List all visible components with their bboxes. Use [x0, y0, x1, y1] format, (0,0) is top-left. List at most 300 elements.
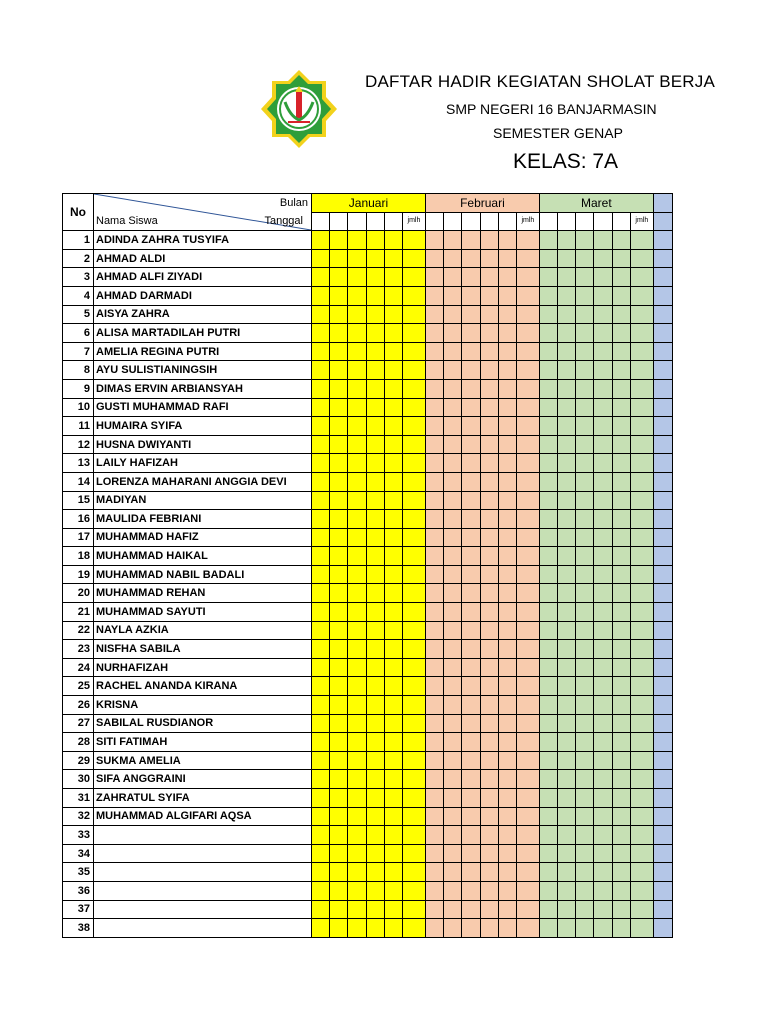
attendance-cell[interactable]: [612, 919, 630, 938]
attendance-cell[interactable]: [384, 714, 402, 733]
attendance-cell[interactable]: [384, 863, 402, 882]
attendance-cell[interactable]: [558, 770, 576, 789]
attendance-cell[interactable]: [330, 733, 348, 752]
total-cell[interactable]: [516, 305, 539, 324]
attendance-cell[interactable]: [653, 807, 672, 826]
attendance-cell[interactable]: [366, 472, 384, 491]
attendance-cell[interactable]: [594, 510, 612, 529]
attendance-cell[interactable]: [594, 231, 612, 250]
total-cell[interactable]: [516, 417, 539, 436]
attendance-cell[interactable]: [653, 510, 672, 529]
total-cell[interactable]: [630, 789, 653, 808]
attendance-cell[interactable]: [366, 454, 384, 473]
attendance-cell[interactable]: [653, 696, 672, 715]
attendance-cell[interactable]: [348, 919, 366, 938]
attendance-cell[interactable]: [348, 658, 366, 677]
total-cell[interactable]: [402, 528, 425, 547]
attendance-cell[interactable]: [480, 231, 498, 250]
attendance-cell[interactable]: [498, 435, 516, 454]
total-cell[interactable]: [516, 379, 539, 398]
total-cell[interactable]: [630, 733, 653, 752]
attendance-cell[interactable]: [462, 807, 480, 826]
attendance-cell[interactable]: [576, 305, 594, 324]
attendance-cell[interactable]: [480, 881, 498, 900]
total-cell[interactable]: [630, 603, 653, 622]
attendance-cell[interactable]: [653, 305, 672, 324]
attendance-cell[interactable]: [425, 324, 443, 343]
attendance-cell[interactable]: [558, 789, 576, 808]
attendance-cell[interactable]: [480, 398, 498, 417]
date-cell[interactable]: [366, 212, 384, 231]
attendance-cell[interactable]: [498, 603, 516, 622]
attendance-cell[interactable]: [480, 640, 498, 659]
attendance-cell[interactable]: [444, 826, 462, 845]
attendance-cell[interactable]: [444, 528, 462, 547]
total-cell[interactable]: [516, 863, 539, 882]
attendance-cell[interactable]: [653, 640, 672, 659]
attendance-cell[interactable]: [348, 881, 366, 900]
attendance-cell[interactable]: [576, 379, 594, 398]
attendance-cell[interactable]: [576, 751, 594, 770]
attendance-cell[interactable]: [312, 510, 330, 529]
attendance-cell[interactable]: [425, 881, 443, 900]
attendance-cell[interactable]: [384, 844, 402, 863]
attendance-cell[interactable]: [462, 565, 480, 584]
total-cell[interactable]: [516, 733, 539, 752]
total-cell[interactable]: [630, 900, 653, 919]
attendance-cell[interactable]: [480, 249, 498, 268]
attendance-cell[interactable]: [539, 733, 557, 752]
attendance-cell[interactable]: [348, 454, 366, 473]
attendance-cell[interactable]: [366, 286, 384, 305]
attendance-cell[interactable]: [558, 324, 576, 343]
attendance-cell[interactable]: [444, 807, 462, 826]
attendance-cell[interactable]: [498, 547, 516, 566]
total-cell[interactable]: [630, 510, 653, 529]
attendance-cell[interactable]: [594, 454, 612, 473]
attendance-cell[interactable]: [348, 528, 366, 547]
attendance-cell[interactable]: [594, 696, 612, 715]
attendance-cell[interactable]: [348, 231, 366, 250]
attendance-cell[interactable]: [558, 398, 576, 417]
attendance-cell[interactable]: [384, 584, 402, 603]
attendance-cell[interactable]: [330, 770, 348, 789]
attendance-cell[interactable]: [425, 863, 443, 882]
attendance-cell[interactable]: [480, 696, 498, 715]
attendance-cell[interactable]: [539, 342, 557, 361]
attendance-cell[interactable]: [594, 770, 612, 789]
total-cell[interactable]: [402, 286, 425, 305]
total-cell[interactable]: [516, 528, 539, 547]
attendance-cell[interactable]: [653, 658, 672, 677]
attendance-cell[interactable]: [384, 603, 402, 622]
attendance-cell[interactable]: [558, 565, 576, 584]
attendance-cell[interactable]: [384, 565, 402, 584]
total-cell[interactable]: [630, 584, 653, 603]
attendance-cell[interactable]: [444, 844, 462, 863]
attendance-cell[interactable]: [425, 342, 443, 361]
attendance-cell[interactable]: [312, 491, 330, 510]
total-cell[interactable]: [630, 658, 653, 677]
total-cell[interactable]: [516, 807, 539, 826]
attendance-cell[interactable]: [594, 844, 612, 863]
attendance-cell[interactable]: [612, 361, 630, 380]
attendance-cell[interactable]: [612, 547, 630, 566]
attendance-cell[interactable]: [384, 640, 402, 659]
attendance-cell[interactable]: [366, 417, 384, 436]
attendance-cell[interactable]: [330, 789, 348, 808]
total-cell[interactable]: [402, 900, 425, 919]
attendance-cell[interactable]: [653, 249, 672, 268]
total-cell[interactable]: [630, 379, 653, 398]
attendance-cell[interactable]: [425, 398, 443, 417]
attendance-cell[interactable]: [330, 863, 348, 882]
attendance-cell[interactable]: [539, 417, 557, 436]
attendance-cell[interactable]: [312, 751, 330, 770]
attendance-cell[interactable]: [653, 844, 672, 863]
total-cell[interactable]: [402, 435, 425, 454]
attendance-cell[interactable]: [366, 491, 384, 510]
attendance-cell[interactable]: [498, 807, 516, 826]
attendance-cell[interactable]: [462, 454, 480, 473]
date-cell[interactable]: [653, 212, 672, 231]
attendance-cell[interactable]: [330, 919, 348, 938]
attendance-cell[interactable]: [312, 658, 330, 677]
attendance-cell[interactable]: [348, 472, 366, 491]
attendance-cell[interactable]: [444, 565, 462, 584]
attendance-cell[interactable]: [594, 658, 612, 677]
attendance-cell[interactable]: [348, 547, 366, 566]
attendance-cell[interactable]: [594, 472, 612, 491]
total-cell[interactable]: [516, 751, 539, 770]
attendance-cell[interactable]: [653, 379, 672, 398]
total-cell[interactable]: [402, 658, 425, 677]
total-cell[interactable]: [630, 751, 653, 770]
attendance-cell[interactable]: [425, 677, 443, 696]
attendance-cell[interactable]: [558, 863, 576, 882]
attendance-cell[interactable]: [330, 305, 348, 324]
total-cell[interactable]: [516, 714, 539, 733]
attendance-cell[interactable]: [480, 379, 498, 398]
total-cell[interactable]: [402, 565, 425, 584]
attendance-cell[interactable]: [312, 324, 330, 343]
total-cell[interactable]: [402, 881, 425, 900]
attendance-cell[interactable]: [348, 751, 366, 770]
attendance-cell[interactable]: [366, 621, 384, 640]
date-cell[interactable]: [462, 212, 480, 231]
total-cell[interactable]: [630, 621, 653, 640]
attendance-cell[interactable]: [366, 919, 384, 938]
attendance-cell[interactable]: [312, 640, 330, 659]
attendance-cell[interactable]: [480, 900, 498, 919]
attendance-cell[interactable]: [444, 603, 462, 622]
attendance-cell[interactable]: [480, 565, 498, 584]
total-cell[interactable]: [630, 454, 653, 473]
attendance-cell[interactable]: [425, 417, 443, 436]
attendance-cell[interactable]: [539, 826, 557, 845]
total-cell[interactable]: [516, 584, 539, 603]
total-cell[interactable]: [516, 770, 539, 789]
attendance-cell[interactable]: [480, 528, 498, 547]
attendance-cell[interactable]: [539, 547, 557, 566]
attendance-cell[interactable]: [348, 324, 366, 343]
attendance-cell[interactable]: [366, 249, 384, 268]
attendance-cell[interactable]: [462, 696, 480, 715]
attendance-cell[interactable]: [498, 770, 516, 789]
total-cell[interactable]: [516, 547, 539, 566]
attendance-cell[interactable]: [462, 640, 480, 659]
attendance-cell[interactable]: [539, 398, 557, 417]
attendance-cell[interactable]: [653, 342, 672, 361]
attendance-cell[interactable]: [462, 435, 480, 454]
attendance-cell[interactable]: [558, 844, 576, 863]
attendance-cell[interactable]: [444, 231, 462, 250]
total-cell[interactable]: [516, 435, 539, 454]
attendance-cell[interactable]: [444, 658, 462, 677]
attendance-cell[interactable]: [594, 584, 612, 603]
attendance-cell[interactable]: [558, 342, 576, 361]
attendance-cell[interactable]: [498, 286, 516, 305]
attendance-cell[interactable]: [653, 919, 672, 938]
attendance-cell[interactable]: [480, 268, 498, 287]
attendance-cell[interactable]: [462, 789, 480, 808]
attendance-cell[interactable]: [539, 714, 557, 733]
attendance-cell[interactable]: [330, 677, 348, 696]
date-cell[interactable]: [312, 212, 330, 231]
attendance-cell[interactable]: [576, 547, 594, 566]
attendance-cell[interactable]: [498, 733, 516, 752]
attendance-cell[interactable]: [612, 231, 630, 250]
attendance-cell[interactable]: [576, 231, 594, 250]
total-cell[interactable]: [516, 900, 539, 919]
attendance-cell[interactable]: [498, 565, 516, 584]
attendance-cell[interactable]: [539, 603, 557, 622]
attendance-cell[interactable]: [462, 751, 480, 770]
attendance-cell[interactable]: [462, 324, 480, 343]
attendance-cell[interactable]: [366, 379, 384, 398]
attendance-cell[interactable]: [498, 454, 516, 473]
attendance-cell[interactable]: [444, 286, 462, 305]
attendance-cell[interactable]: [384, 417, 402, 436]
attendance-cell[interactable]: [558, 919, 576, 938]
attendance-cell[interactable]: [558, 510, 576, 529]
attendance-cell[interactable]: [366, 733, 384, 752]
total-cell[interactable]: [402, 826, 425, 845]
attendance-cell[interactable]: [366, 324, 384, 343]
date-cell[interactable]: [594, 212, 612, 231]
attendance-cell[interactable]: [594, 807, 612, 826]
attendance-cell[interactable]: [539, 621, 557, 640]
attendance-cell[interactable]: [498, 398, 516, 417]
attendance-cell[interactable]: [480, 454, 498, 473]
attendance-cell[interactable]: [576, 510, 594, 529]
attendance-cell[interactable]: [312, 305, 330, 324]
attendance-cell[interactable]: [425, 305, 443, 324]
attendance-cell[interactable]: [444, 789, 462, 808]
attendance-cell[interactable]: [539, 919, 557, 938]
attendance-cell[interactable]: [594, 826, 612, 845]
date-cell[interactable]: [612, 212, 630, 231]
attendance-cell[interactable]: [498, 231, 516, 250]
attendance-cell[interactable]: [480, 789, 498, 808]
attendance-cell[interactable]: [312, 863, 330, 882]
attendance-cell[interactable]: [576, 844, 594, 863]
attendance-cell[interactable]: [576, 770, 594, 789]
attendance-cell[interactable]: [539, 510, 557, 529]
total-cell[interactable]: [516, 696, 539, 715]
attendance-cell[interactable]: [348, 621, 366, 640]
total-cell[interactable]: [402, 696, 425, 715]
attendance-cell[interactable]: [653, 863, 672, 882]
attendance-cell[interactable]: [612, 472, 630, 491]
total-cell[interactable]: [402, 677, 425, 696]
attendance-cell[interactable]: [594, 286, 612, 305]
attendance-cell[interactable]: [558, 881, 576, 900]
attendance-cell[interactable]: [612, 454, 630, 473]
attendance-cell[interactable]: [330, 491, 348, 510]
attendance-cell[interactable]: [462, 770, 480, 789]
attendance-cell[interactable]: [612, 584, 630, 603]
attendance-cell[interactable]: [558, 640, 576, 659]
attendance-cell[interactable]: [330, 435, 348, 454]
attendance-cell[interactable]: [384, 435, 402, 454]
attendance-cell[interactable]: [366, 677, 384, 696]
attendance-cell[interactable]: [558, 826, 576, 845]
date-cell[interactable]: [498, 212, 516, 231]
attendance-cell[interactable]: [576, 398, 594, 417]
attendance-cell[interactable]: [558, 751, 576, 770]
attendance-cell[interactable]: [498, 919, 516, 938]
attendance-cell[interactable]: [612, 807, 630, 826]
attendance-cell[interactable]: [312, 696, 330, 715]
attendance-cell[interactable]: [348, 379, 366, 398]
attendance-cell[interactable]: [480, 919, 498, 938]
attendance-cell[interactable]: [594, 398, 612, 417]
attendance-cell[interactable]: [594, 249, 612, 268]
total-cell[interactable]: [402, 863, 425, 882]
attendance-cell[interactable]: [612, 379, 630, 398]
attendance-cell[interactable]: [330, 547, 348, 566]
attendance-cell[interactable]: [384, 900, 402, 919]
total-cell[interactable]: [630, 305, 653, 324]
attendance-cell[interactable]: [498, 417, 516, 436]
attendance-cell[interactable]: [480, 342, 498, 361]
attendance-cell[interactable]: [312, 770, 330, 789]
attendance-cell[interactable]: [653, 547, 672, 566]
attendance-cell[interactable]: [384, 677, 402, 696]
attendance-cell[interactable]: [444, 417, 462, 436]
attendance-cell[interactable]: [330, 565, 348, 584]
attendance-cell[interactable]: [366, 789, 384, 808]
total-cell[interactable]: [630, 435, 653, 454]
attendance-cell[interactable]: [444, 733, 462, 752]
total-cell[interactable]: [630, 547, 653, 566]
attendance-cell[interactable]: [330, 342, 348, 361]
attendance-cell[interactable]: [576, 919, 594, 938]
attendance-cell[interactable]: [576, 584, 594, 603]
attendance-cell[interactable]: [462, 361, 480, 380]
attendance-cell[interactable]: [384, 547, 402, 566]
attendance-cell[interactable]: [462, 733, 480, 752]
attendance-cell[interactable]: [444, 919, 462, 938]
attendance-cell[interactable]: [425, 696, 443, 715]
total-cell[interactable]: [630, 472, 653, 491]
attendance-cell[interactable]: [330, 249, 348, 268]
total-cell[interactable]: [402, 751, 425, 770]
attendance-cell[interactable]: [558, 658, 576, 677]
date-cell[interactable]: [348, 212, 366, 231]
attendance-cell[interactable]: [594, 528, 612, 547]
attendance-cell[interactable]: [612, 491, 630, 510]
date-cell[interactable]: [425, 212, 443, 231]
attendance-cell[interactable]: [425, 621, 443, 640]
attendance-cell[interactable]: [653, 733, 672, 752]
attendance-cell[interactable]: [612, 342, 630, 361]
attendance-cell[interactable]: [612, 640, 630, 659]
attendance-cell[interactable]: [498, 268, 516, 287]
attendance-cell[interactable]: [576, 435, 594, 454]
date-cell[interactable]: [384, 212, 402, 231]
attendance-cell[interactable]: [348, 770, 366, 789]
attendance-cell[interactable]: [384, 305, 402, 324]
attendance-cell[interactable]: [594, 305, 612, 324]
total-cell[interactable]: [630, 807, 653, 826]
attendance-cell[interactable]: [612, 417, 630, 436]
attendance-cell[interactable]: [462, 379, 480, 398]
attendance-cell[interactable]: [594, 565, 612, 584]
attendance-cell[interactable]: [539, 881, 557, 900]
attendance-cell[interactable]: [444, 454, 462, 473]
attendance-cell[interactable]: [330, 268, 348, 287]
attendance-cell[interactable]: [576, 863, 594, 882]
attendance-cell[interactable]: [612, 621, 630, 640]
attendance-cell[interactable]: [498, 249, 516, 268]
attendance-cell[interactable]: [312, 231, 330, 250]
attendance-cell[interactable]: [366, 826, 384, 845]
attendance-cell[interactable]: [653, 826, 672, 845]
attendance-cell[interactable]: [612, 677, 630, 696]
attendance-cell[interactable]: [384, 510, 402, 529]
attendance-cell[interactable]: [480, 714, 498, 733]
attendance-cell[interactable]: [444, 361, 462, 380]
total-cell[interactable]: [516, 640, 539, 659]
attendance-cell[interactable]: [384, 398, 402, 417]
attendance-cell[interactable]: [612, 268, 630, 287]
attendance-cell[interactable]: [462, 621, 480, 640]
date-cell[interactable]: [576, 212, 594, 231]
attendance-cell[interactable]: [366, 305, 384, 324]
attendance-cell[interactable]: [539, 379, 557, 398]
attendance-cell[interactable]: [594, 919, 612, 938]
total-cell[interactable]: [516, 603, 539, 622]
attendance-cell[interactable]: [462, 863, 480, 882]
attendance-cell[interactable]: [425, 491, 443, 510]
attendance-cell[interactable]: [653, 268, 672, 287]
attendance-cell[interactable]: [425, 844, 443, 863]
attendance-cell[interactable]: [558, 361, 576, 380]
attendance-cell[interactable]: [366, 714, 384, 733]
attendance-cell[interactable]: [498, 900, 516, 919]
attendance-cell[interactable]: [366, 547, 384, 566]
attendance-cell[interactable]: [594, 342, 612, 361]
attendance-cell[interactable]: [384, 789, 402, 808]
attendance-cell[interactable]: [498, 510, 516, 529]
total-cell[interactable]: [630, 324, 653, 343]
attendance-cell[interactable]: [576, 640, 594, 659]
attendance-cell[interactable]: [330, 510, 348, 529]
attendance-cell[interactable]: [539, 528, 557, 547]
total-cell[interactable]: [630, 844, 653, 863]
